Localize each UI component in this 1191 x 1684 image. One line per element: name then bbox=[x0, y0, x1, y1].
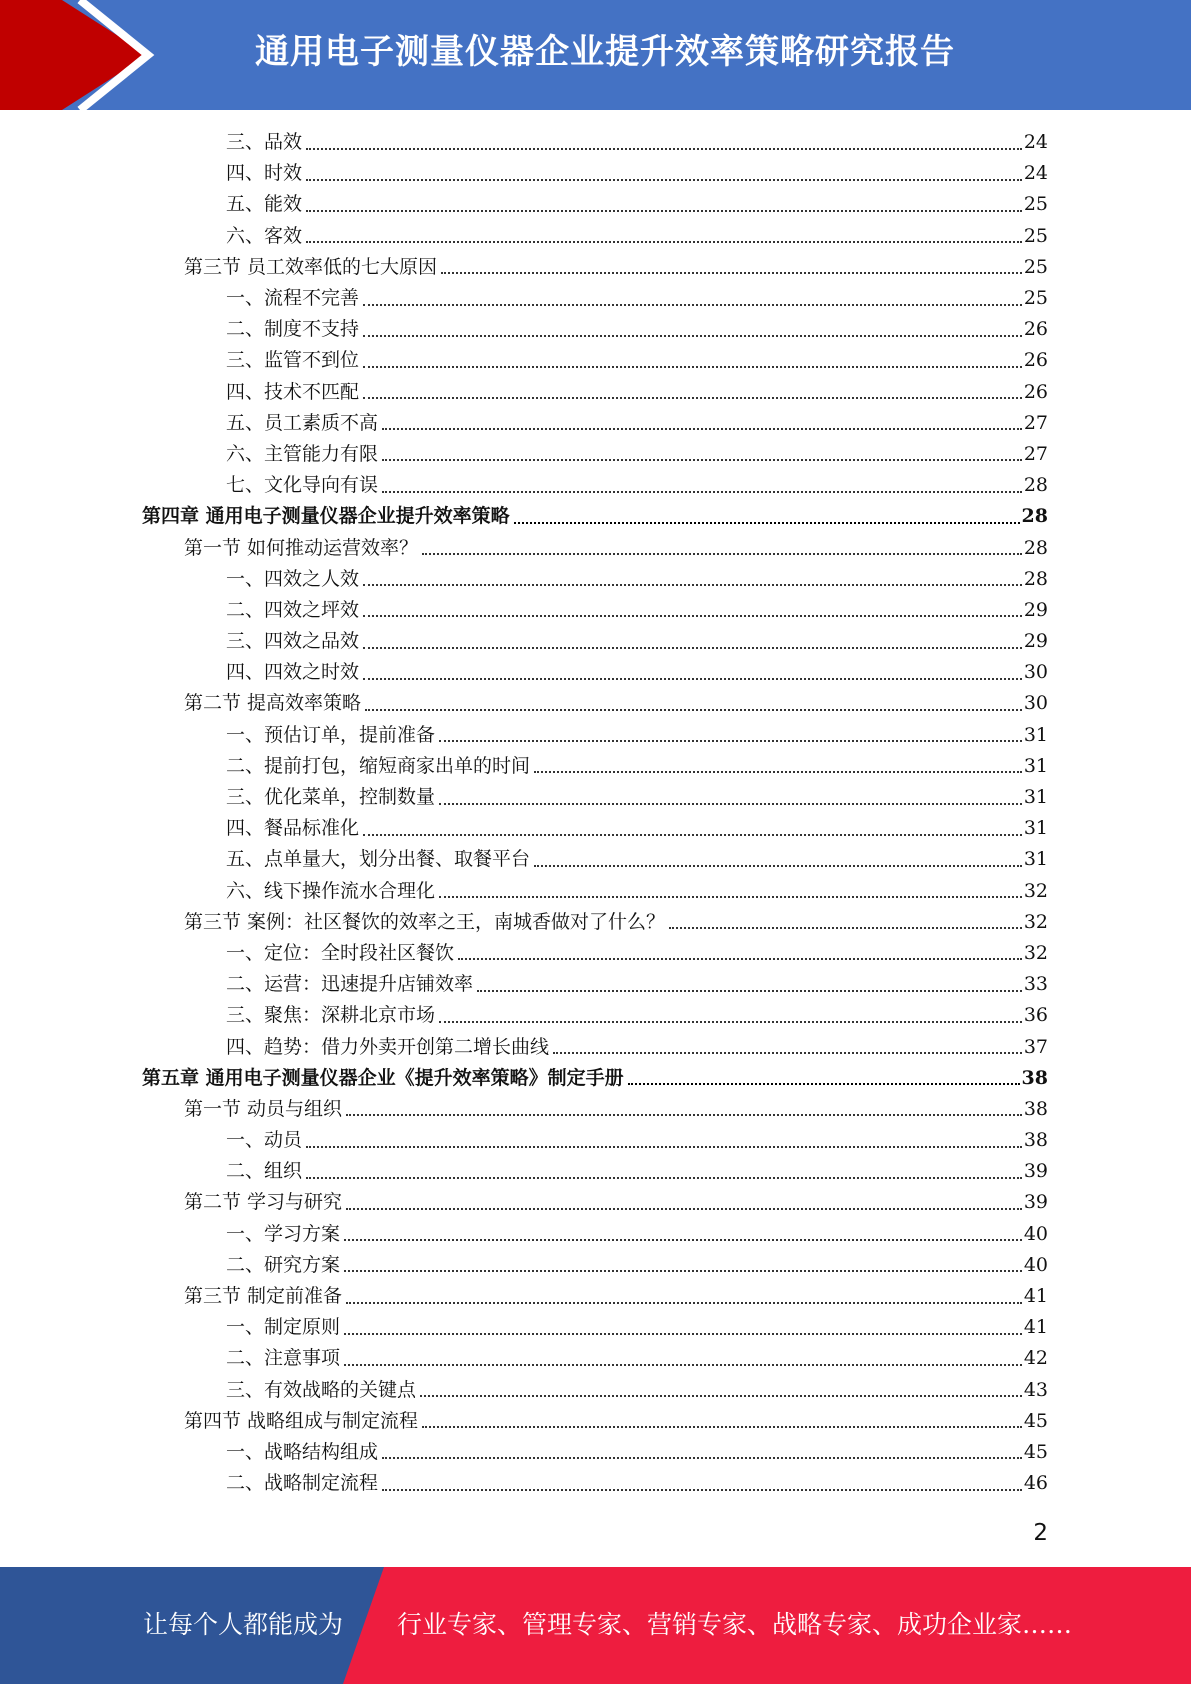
toc-entry-title: 六、主管能力有限 bbox=[226, 442, 379, 465]
toc-subsection-entry[interactable] bbox=[0, 1219, 1191, 1250]
toc-entry-page: 39 bbox=[1023, 1160, 1048, 1183]
toc-entry-page: 40 bbox=[1023, 1222, 1048, 1245]
toc-entry-page: 28 bbox=[1021, 505, 1048, 528]
toc-entry-page: 29 bbox=[1023, 630, 1048, 653]
toc-entry-page: 38 bbox=[1023, 1129, 1048, 1152]
toc-entry-title: 一、制定原则 bbox=[226, 1316, 341, 1339]
toc-entry-page: 43 bbox=[1023, 1378, 1048, 1401]
toc-entry-title: 二、四效之坪效 bbox=[226, 598, 360, 621]
toc-entry-page: 42 bbox=[1023, 1347, 1048, 1370]
toc-entry-title: 第一节 如何推动运营效率？ bbox=[184, 536, 419, 559]
toc-entry-title: 一、定位：全时段社区餐饮 bbox=[226, 941, 455, 964]
toc-dot-leader bbox=[458, 958, 1022, 960]
toc-entry-page: 39 bbox=[1023, 1191, 1048, 1214]
toc-entry-page: 25 bbox=[1023, 255, 1048, 278]
toc-entry-page: 38 bbox=[1021, 1066, 1048, 1089]
toc-entry-page: 31 bbox=[1023, 817, 1048, 840]
toc-entry-title: 三、四效之品效 bbox=[226, 630, 360, 653]
toc-dot-leader bbox=[439, 740, 1022, 742]
toc-section-entry[interactable] bbox=[0, 1094, 1191, 1125]
toc-entry-page: 31 bbox=[1023, 723, 1048, 746]
toc-subsection-entry[interactable] bbox=[0, 439, 1191, 470]
footer-slogan-right: 行业专家、管理专家、营销专家、战略专家、成功企业家…… bbox=[397, 1610, 1073, 1639]
toc-entry-page: 26 bbox=[1023, 318, 1048, 341]
toc-dot-leader bbox=[363, 335, 1022, 337]
toc-entry-title: 三、优化菜单，控制数量 bbox=[226, 786, 436, 809]
toc-section-entry[interactable] bbox=[0, 907, 1191, 938]
toc-dot-leader bbox=[439, 896, 1022, 898]
toc-entry-title: 二、注意事项 bbox=[226, 1347, 341, 1370]
toc-entry-page: 25 bbox=[1023, 287, 1048, 310]
toc-section-entry[interactable] bbox=[0, 688, 1191, 719]
toc-entry-page: 46 bbox=[1023, 1472, 1048, 1495]
toc-subsection-entry[interactable] bbox=[0, 1468, 1191, 1499]
toc-dot-leader bbox=[382, 1457, 1022, 1459]
toc-dot-leader bbox=[306, 210, 1022, 212]
toc-entry-title: 三、有效战略的关键点 bbox=[226, 1378, 417, 1401]
toc-entry-title: 二、提前打包，缩短商家出单的时间 bbox=[226, 754, 531, 777]
toc-dot-leader bbox=[306, 1177, 1022, 1179]
toc-subsection-entry[interactable] bbox=[0, 751, 1191, 782]
toc-section-entry[interactable] bbox=[0, 532, 1191, 563]
toc-subsection-entry[interactable] bbox=[0, 1250, 1191, 1281]
toc-entry-page: 31 bbox=[1023, 786, 1048, 809]
toc-entry-title: 第四章 通用电子测量仪器企业提升效率策略 bbox=[142, 505, 510, 528]
toc-section-entry[interactable] bbox=[0, 1281, 1191, 1312]
toc-section-entry[interactable] bbox=[0, 1406, 1191, 1437]
toc-entry-page: 41 bbox=[1023, 1316, 1048, 1339]
toc-entry-title: 六、客效 bbox=[226, 224, 303, 247]
toc-entry-page: 31 bbox=[1023, 754, 1048, 777]
toc-entry-title: 五、员工素质不高 bbox=[226, 411, 379, 434]
toc-dot-leader bbox=[306, 1146, 1022, 1148]
toc-section-entry[interactable] bbox=[0, 252, 1191, 283]
toc-dot-leader bbox=[306, 148, 1022, 150]
toc-entry-title: 一、战略结构组成 bbox=[226, 1440, 379, 1463]
toc-entry-page: 32 bbox=[1023, 879, 1048, 902]
toc-entry-title: 第三节 员工效率低的七大原因 bbox=[184, 255, 438, 278]
toc-entry-page: 29 bbox=[1023, 598, 1048, 621]
toc-subsection-entry[interactable] bbox=[0, 564, 1191, 595]
table-of-contents bbox=[0, 127, 1191, 1499]
toc-dot-leader bbox=[382, 1489, 1022, 1491]
toc-dot-leader bbox=[422, 1426, 1022, 1428]
toc-dot-leader bbox=[363, 584, 1022, 586]
toc-dot-leader bbox=[553, 1052, 1022, 1054]
toc-dot-leader bbox=[382, 459, 1022, 461]
footer-slogan-left: 让每个人都能成为 bbox=[143, 1610, 344, 1639]
toc-dot-leader bbox=[363, 615, 1022, 617]
toc-subsection-entry[interactable] bbox=[0, 876, 1191, 907]
toc-dot-leader bbox=[363, 647, 1022, 649]
toc-entry-page: 32 bbox=[1023, 941, 1048, 964]
toc-entry-title: 一、学习方案 bbox=[226, 1222, 341, 1245]
toc-entry-page: 27 bbox=[1023, 442, 1048, 465]
toc-entry-page: 28 bbox=[1023, 567, 1048, 590]
toc-entry-page: 45 bbox=[1023, 1440, 1048, 1463]
toc-entry-title: 三、品效 bbox=[226, 131, 303, 154]
toc-entry-page: 28 bbox=[1023, 536, 1048, 559]
toc-subsection-entry[interactable] bbox=[0, 470, 1191, 501]
toc-entry-page: 25 bbox=[1023, 224, 1048, 247]
toc-entry-title: 四、四效之时效 bbox=[226, 661, 360, 684]
toc-dot-leader bbox=[346, 1208, 1022, 1210]
toc-dot-leader bbox=[669, 927, 1022, 929]
toc-entry-page: 30 bbox=[1023, 661, 1048, 684]
toc-dot-leader bbox=[344, 1239, 1022, 1241]
toc-entry-page: 36 bbox=[1023, 1004, 1048, 1027]
page-footer bbox=[0, 1567, 1191, 1684]
toc-entry-title: 一、四效之人效 bbox=[226, 567, 360, 590]
toc-dot-leader bbox=[363, 397, 1022, 399]
toc-chapter-entry[interactable] bbox=[0, 1063, 1191, 1094]
toc-subsection-entry[interactable] bbox=[0, 657, 1191, 688]
toc-entry-title: 第三节 制定前准备 bbox=[184, 1285, 343, 1308]
toc-dot-leader bbox=[422, 553, 1022, 555]
toc-subsection-entry[interactable] bbox=[0, 1343, 1191, 1374]
toc-dot-leader bbox=[365, 709, 1022, 711]
toc-entry-title: 第五章 通用电子测量仪器企业《提升效率策略》制定手册 bbox=[142, 1066, 624, 1089]
toc-dot-leader bbox=[382, 491, 1022, 493]
toc-entry-title: 三、聚焦：深耕北京市场 bbox=[226, 1004, 436, 1027]
toc-entry-title: 二、制度不支持 bbox=[226, 318, 360, 341]
toc-entry-title: 三、监管不到位 bbox=[226, 349, 360, 372]
toc-entry-page: 37 bbox=[1023, 1035, 1048, 1058]
toc-entry-title: 第四节 战略组成与制定流程 bbox=[184, 1409, 419, 1432]
toc-subsection-entry[interactable] bbox=[0, 221, 1191, 252]
toc-entry-title: 第二节 提高效率策略 bbox=[184, 692, 362, 715]
toc-dot-leader bbox=[439, 1021, 1022, 1023]
toc-dot-leader bbox=[534, 865, 1022, 867]
toc-chapter-entry[interactable] bbox=[0, 501, 1191, 532]
toc-dot-leader bbox=[344, 1270, 1022, 1272]
toc-section-entry[interactable] bbox=[0, 1187, 1191, 1218]
toc-subsection-entry[interactable] bbox=[0, 283, 1191, 314]
toc-entry-title: 二、战略制定流程 bbox=[226, 1472, 379, 1495]
toc-entry-title: 一、动员 bbox=[226, 1129, 303, 1152]
toc-dot-leader bbox=[344, 1364, 1022, 1366]
toc-entry-title: 一、预估订单，提前准备 bbox=[226, 723, 436, 746]
toc-subsection-entry[interactable] bbox=[0, 1437, 1191, 1468]
toc-dot-leader bbox=[477, 990, 1022, 992]
toc-dot-leader bbox=[306, 179, 1022, 181]
toc-entry-page: 33 bbox=[1023, 973, 1048, 996]
toc-entry-page: 32 bbox=[1023, 910, 1048, 933]
toc-entry-page: 38 bbox=[1023, 1097, 1048, 1120]
toc-entry-title: 四、餐品标准化 bbox=[226, 817, 360, 840]
toc-entry-page: 40 bbox=[1023, 1253, 1048, 1276]
toc-entry-title: 五、能效 bbox=[226, 193, 303, 216]
toc-entry-page: 27 bbox=[1023, 411, 1048, 434]
toc-dot-leader bbox=[514, 522, 1020, 524]
toc-dot-leader bbox=[534, 771, 1022, 773]
toc-subsection-entry[interactable] bbox=[0, 938, 1191, 969]
toc-subsection-entry[interactable] bbox=[0, 626, 1191, 657]
toc-entry-title: 六、线下操作流水合理化 bbox=[226, 879, 436, 902]
toc-dot-leader bbox=[439, 803, 1022, 805]
toc-subsection-entry[interactable] bbox=[0, 377, 1191, 408]
toc-dot-leader bbox=[306, 241, 1022, 243]
toc-subsection-entry[interactable] bbox=[0, 1312, 1191, 1343]
toc-subsection-entry[interactable] bbox=[0, 844, 1191, 875]
toc-entry-title: 七、文化导向有误 bbox=[226, 474, 379, 497]
toc-subsection-entry[interactable] bbox=[0, 1031, 1191, 1062]
toc-subsection-entry[interactable] bbox=[0, 345, 1191, 376]
toc-dot-leader bbox=[346, 1302, 1022, 1304]
toc-entry-page: 25 bbox=[1023, 193, 1048, 216]
toc-entry-page: 26 bbox=[1023, 380, 1048, 403]
toc-entry-title: 二、运营：迅速提升店铺效率 bbox=[226, 973, 474, 996]
toc-subsection-entry[interactable] bbox=[0, 127, 1191, 158]
toc-entry-title: 二、组织 bbox=[226, 1160, 303, 1183]
toc-dot-leader bbox=[363, 834, 1022, 836]
toc-entry-page: 28 bbox=[1023, 474, 1048, 497]
toc-entry-title: 二、研究方案 bbox=[226, 1253, 341, 1276]
toc-dot-leader bbox=[420, 1395, 1022, 1397]
toc-dot-leader bbox=[628, 1083, 1020, 1085]
toc-entry-title: 四、时效 bbox=[226, 162, 303, 185]
toc-dot-leader bbox=[344, 1333, 1022, 1335]
toc-subsection-entry[interactable] bbox=[0, 189, 1191, 220]
toc-subsection-entry[interactable] bbox=[0, 314, 1191, 345]
document-title: 通用电子测量仪器企业提升效率策略研究报告 bbox=[255, 32, 955, 72]
toc-entry-page: 31 bbox=[1023, 848, 1048, 871]
page-header bbox=[0, 0, 1191, 110]
toc-dot-leader bbox=[363, 678, 1022, 680]
toc-subsection-entry[interactable] bbox=[0, 1375, 1191, 1406]
toc-subsection-entry[interactable] bbox=[0, 158, 1191, 189]
toc-subsection-entry[interactable] bbox=[0, 595, 1191, 626]
toc-dot-leader bbox=[363, 304, 1022, 306]
toc-subsection-entry[interactable] bbox=[0, 720, 1191, 751]
toc-entry-title: 五、点单量大，划分出餐、取餐平台 bbox=[226, 848, 531, 871]
toc-dot-leader bbox=[441, 272, 1022, 274]
toc-entry-title: 四、趋势：借力外卖开创第二增长曲线 bbox=[226, 1035, 550, 1058]
toc-subsection-entry[interactable] bbox=[0, 1000, 1191, 1031]
toc-subsection-entry[interactable] bbox=[0, 969, 1191, 1000]
toc-subsection-entry[interactable] bbox=[0, 782, 1191, 813]
toc-entry-page: 26 bbox=[1023, 349, 1048, 372]
toc-entry-title: 第二节 学习与研究 bbox=[184, 1191, 343, 1214]
toc-entry-page: 24 bbox=[1023, 131, 1048, 154]
toc-entry-page: 24 bbox=[1023, 162, 1048, 185]
toc-dot-leader bbox=[382, 428, 1022, 430]
toc-entry-page: 45 bbox=[1023, 1409, 1048, 1432]
toc-entry-title: 第一节 动员与组织 bbox=[184, 1097, 343, 1120]
toc-entry-title: 一、流程不完善 bbox=[226, 287, 360, 310]
toc-subsection-entry[interactable] bbox=[0, 813, 1191, 844]
toc-entry-title: 第三节 案例：社区餐饮的效率之王，南城香做对了什么？ bbox=[184, 910, 666, 933]
toc-entry-page: 30 bbox=[1023, 692, 1048, 715]
toc-entry-title: 四、技术不匹配 bbox=[226, 380, 360, 403]
toc-dot-leader bbox=[346, 1114, 1022, 1116]
toc-entry-page: 41 bbox=[1023, 1285, 1048, 1308]
page-number: 2 bbox=[1033, 1520, 1048, 1546]
toc-subsection-entry[interactable] bbox=[0, 1156, 1191, 1187]
toc-dot-leader bbox=[363, 366, 1022, 368]
toc-subsection-entry[interactable] bbox=[0, 408, 1191, 439]
toc-subsection-entry[interactable] bbox=[0, 1125, 1191, 1156]
